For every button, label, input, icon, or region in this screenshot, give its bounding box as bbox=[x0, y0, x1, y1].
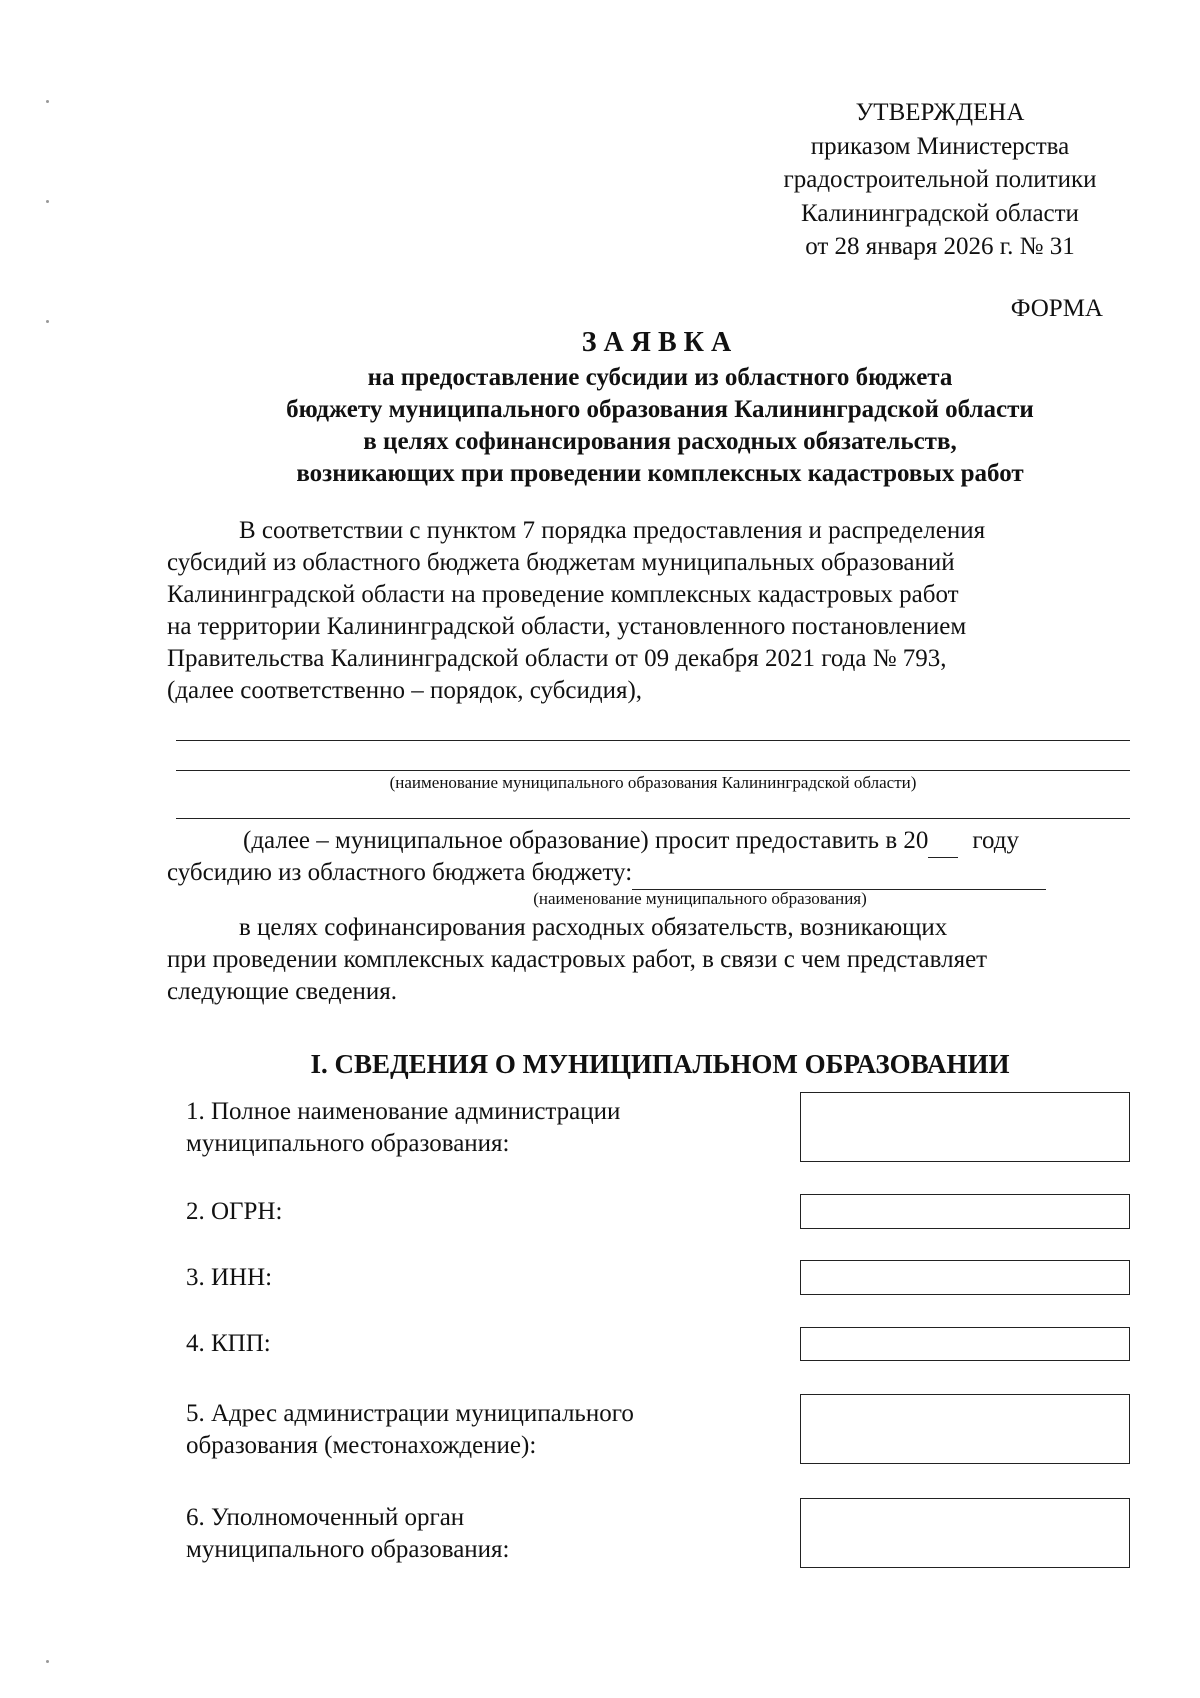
field-label-authorized-body bbox=[186, 1502, 510, 1566]
scan-artifact bbox=[46, 100, 49, 103]
municipality-name-line[interactable] bbox=[176, 740, 1130, 741]
full-name-input[interactable] bbox=[800, 1092, 1130, 1162]
section-heading: I. СВЕДЕНИЯ О МУНИЦИПАЛЬНОМ ОБРАЗОВАНИИ bbox=[310, 1049, 1010, 1079]
purpose-line-text: в целях софинансирования расходных обязательств, возникающих bbox=[239, 914, 948, 941]
approval-status: УТВЕРЖДЕНА bbox=[855, 99, 1025, 126]
intro-line-text: субсидий из областного бюджета бюджетам муниципальных образований bbox=[167, 549, 955, 576]
recipient-budget-caption: (наименование муниципального образования) bbox=[533, 889, 867, 908]
field-label-line: 6. Уполномоченный орган bbox=[186, 1504, 465, 1531]
intro-line-text: Калининградской области на проведение комплексных кадастровых работ bbox=[167, 581, 959, 608]
field-label-line: 5. Адрес администрации муниципального bbox=[186, 1400, 634, 1427]
intro-line-text: Правительства Калининградской области от 09 декабря 2021 года № 793, bbox=[167, 645, 947, 672]
form-label: ФОРМА bbox=[1010, 295, 1103, 322]
approval-line: градостроительной политики bbox=[783, 166, 1097, 193]
inn-input[interactable] bbox=[800, 1260, 1130, 1295]
recipient-budget-field[interactable] bbox=[632, 857, 1046, 890]
intro-line-text: В соответствии с пунктом 7 порядка предоставления и распределения bbox=[239, 517, 986, 544]
kpp-input[interactable] bbox=[800, 1327, 1130, 1361]
field-label-line: 1. Полное наименование администрации bbox=[186, 1098, 621, 1125]
purpose-paragraph bbox=[167, 912, 1133, 1008]
intro-line-text: на территории Калининградской области, установленного постановлением bbox=[167, 613, 967, 640]
title-main: ЗАЯВКА bbox=[581, 327, 739, 358]
title-sub-line: возникающих при проведении комплексных кадастровых работ bbox=[296, 460, 1024, 487]
field-label-inn bbox=[186, 1262, 272, 1294]
approval-line: приказом Министерства bbox=[810, 132, 1070, 160]
purpose-line-text: при проведении комплексных кадастровых работ, в связи с чем представляет bbox=[167, 946, 988, 973]
field-label-line: 4. КПП: bbox=[186, 1330, 271, 1357]
field-label-line: 2. ОГРН: bbox=[186, 1198, 283, 1225]
purpose-line bbox=[167, 976, 1133, 1008]
municipality-name-line[interactable] bbox=[176, 818, 1130, 819]
address-input[interactable] bbox=[800, 1394, 1130, 1464]
year-field[interactable] bbox=[928, 825, 958, 858]
field-label-kpp bbox=[186, 1328, 271, 1360]
approval-block bbox=[740, 96, 1140, 264]
scan-artifact bbox=[46, 200, 49, 203]
intro-line bbox=[167, 611, 1133, 643]
request-text: субсидию из областного бюджета бюджету: bbox=[167, 859, 633, 886]
intro-line bbox=[167, 579, 1133, 611]
purpose-line bbox=[167, 912, 1133, 944]
intro-line-text: (далее соответственно – порядок, субсидия), bbox=[167, 677, 643, 704]
title-sub-line: бюджету муниципального образования Калининградской области bbox=[286, 396, 1034, 423]
scan-artifact bbox=[46, 1660, 49, 1663]
title-sub-line: в целях софинансирования расходных обязательств, bbox=[363, 428, 957, 455]
request-line-1 bbox=[167, 825, 1133, 858]
title-sub-line: на предоставление субсидии из областного бюджета bbox=[367, 364, 953, 391]
intro-line bbox=[167, 515, 1133, 547]
authorized-body-input[interactable] bbox=[800, 1498, 1130, 1568]
purpose-line-text: следующие сведения. bbox=[167, 978, 398, 1005]
field-label-line: 3. ИНН: bbox=[186, 1264, 273, 1291]
approval-line: Калининградской области bbox=[801, 199, 1079, 227]
approval-date-number: от 28 января 2026 г. № 31 bbox=[805, 233, 1075, 260]
intro-paragraph bbox=[167, 515, 1133, 707]
request-line-2 bbox=[167, 857, 1133, 890]
request-text: году bbox=[972, 827, 1020, 854]
municipality-name-line[interactable] bbox=[176, 770, 1130, 771]
field-label-ogrn bbox=[186, 1196, 282, 1228]
intro-line bbox=[167, 547, 1133, 579]
scan-artifact bbox=[46, 320, 49, 323]
field-label-address bbox=[186, 1398, 634, 1462]
document-title bbox=[160, 326, 1160, 490]
municipality-name-caption: (наименование муниципального образования Калининградской области) bbox=[389, 773, 917, 792]
ogrn-input[interactable] bbox=[800, 1194, 1130, 1229]
field-label-line: муниципального образования: bbox=[186, 1130, 510, 1157]
field-label-line: муниципального образования: bbox=[186, 1536, 510, 1563]
request-text: (далее – муниципальное образование) просит предоставить в 20 bbox=[243, 827, 929, 854]
field-label-line: образования (местонахождение): bbox=[186, 1432, 537, 1459]
intro-line bbox=[167, 643, 1133, 675]
field-label-full-name bbox=[186, 1096, 620, 1160]
intro-line bbox=[167, 675, 1133, 707]
purpose-line bbox=[167, 944, 1133, 976]
